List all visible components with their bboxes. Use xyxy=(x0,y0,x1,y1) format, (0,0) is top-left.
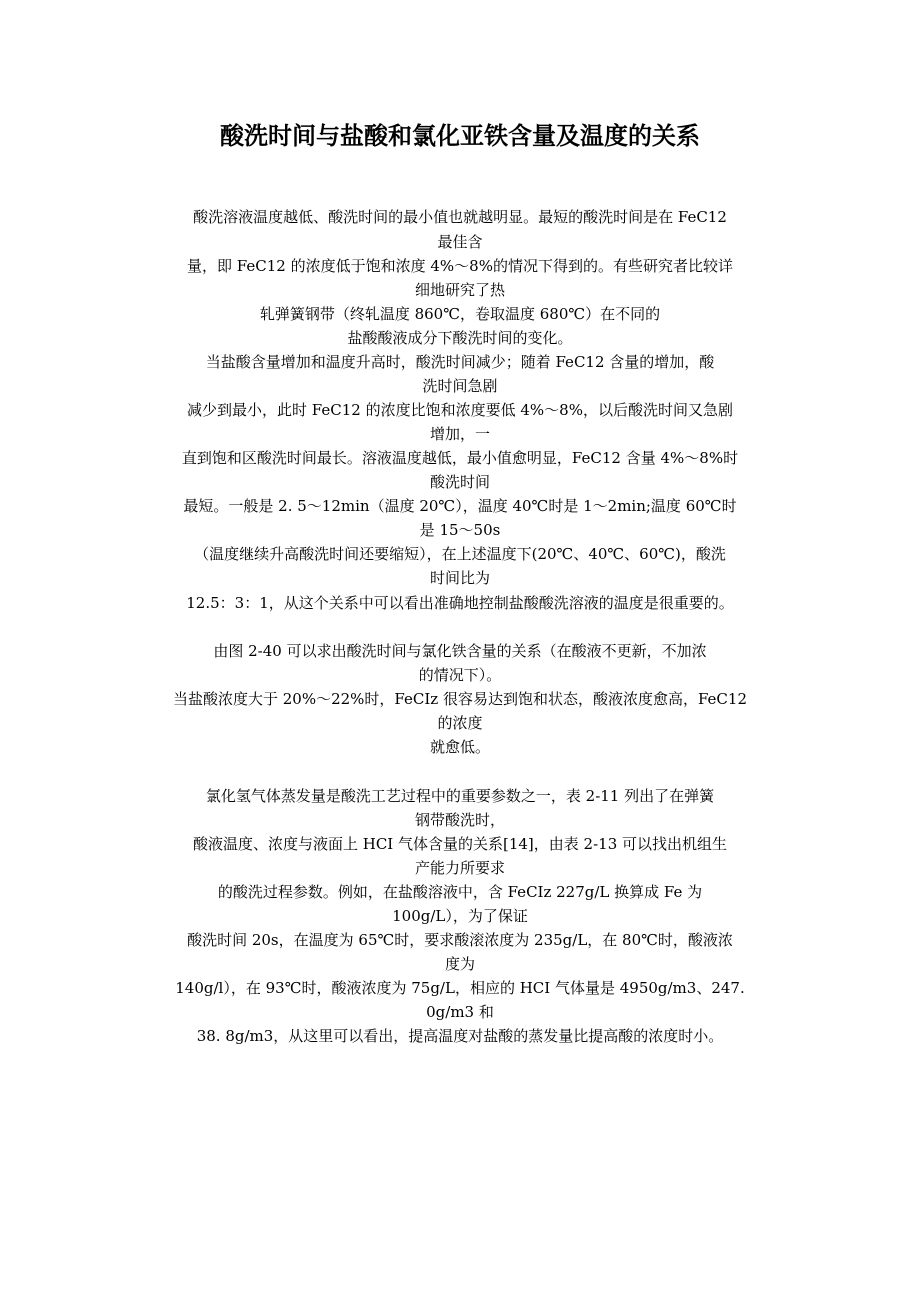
text-line: 12.5：3：1，从这个关系中可以看出准确地控制盐酸酸洗溶液的温度是很重要的。 xyxy=(186,594,734,612)
text-line: 0g/m3 和 xyxy=(426,1003,494,1021)
text-line: 就愈低。 xyxy=(429,738,490,756)
text-line: 洗时间急剧 xyxy=(422,377,498,395)
text-line: 度为 xyxy=(444,955,475,973)
text-line: 盐酸酸液成分下酸洗时间的变化。 xyxy=(347,329,573,347)
text-line: 量，即 FeC12 的浓度低于饱和浓度 4%～8%的情况下得到的。有些研究者比较详 xyxy=(187,257,733,275)
text-line: 酸洗时间 xyxy=(429,473,490,491)
text-line: 当盐酸含量增加和温度升高时，酸洗时间减少；随着 FeC12 含量的增加，酸 xyxy=(205,353,715,371)
text-line: 酸洗时间 20s，在温度为 65℃时，要求酸滚浓度为 235g/L，在 80℃时，酸液浓 xyxy=(187,931,733,949)
text-line: 140g/l），在 93℃时，酸液浓度为 75g/L，相应的 HCI 气体量是 4950g/m3、247. xyxy=(175,979,745,997)
text-line: 时间比为 xyxy=(429,569,490,587)
text-line: 产能力所要求 xyxy=(414,859,505,877)
text-line: 38. 8g/m3，从这里可以看出，提高温度对盐酸的蒸发量比提高酸的浓度时小。 xyxy=(196,1027,724,1045)
text-line: 钢带酸洗时， xyxy=(414,811,505,829)
text-line: 减少到最小，此时 FeC12 的浓度比饱和浓度要低 4%～8%，以后酸洗时间又急剧 xyxy=(187,401,733,419)
text-line: 氯化氢气体蒸发量是酸洗工艺过程中的重要参数之一，表 2-11 列出了在弹簧 xyxy=(205,787,715,805)
text-line: 最短。一般是 2. 5～12min（温度 20℃），温度 40℃时是 1～2min;温度 60℃时 xyxy=(183,497,737,515)
text-line: 直到饱和区酸洗时间最长。溶液温度越低，最小值愈明显，FeC12 含量 4%～8%时 xyxy=(181,449,739,467)
text-line: 的情况下）。 xyxy=(418,666,502,684)
text-line: 轧弹簧钢带（终轧温度 860℃，卷取温度 680℃）在不同的 xyxy=(259,305,661,323)
text-line: 的浓度 xyxy=(437,714,483,732)
text-line: 最佳含 xyxy=(437,233,483,251)
text-line: 酸洗溶液温度越低、酸洗时间的最小值也就越明显。最短的酸洗时间是在 FeC12 xyxy=(193,208,727,226)
text-line: （温度继续升高酸洗时间还要缩短），在上述温度下(20℃、40℃、60℃)，酸洗 xyxy=(194,545,726,563)
text-line: 的酸洗过程参数。例如，在盐酸溶液中，含 FeCIz 227g/L 换算成 Fe 为 xyxy=(217,883,703,901)
text-line: 增加，一 xyxy=(429,425,490,443)
page-title: 酸洗时间与盐酸和氯化亚铁含量及温度的关系 xyxy=(220,122,700,150)
text-line: 100g/L），为了保证 xyxy=(392,907,528,925)
text-line: 细地研究了热 xyxy=(414,281,505,299)
text-line: 酸液温度、浓度与液面上 HCI 气体含量的关系[14]，由表 2-13 可以找出机组生 xyxy=(192,835,728,853)
text-line: 当盐酸浓度大于 20%～22%时，FeCIz 很容易达到饱和状态，酸液浓度愈高，FeC12 xyxy=(172,690,748,708)
text-line: 是 15～50s xyxy=(419,521,501,539)
text-line: 由图 2-40 可以求出酸洗时间与氯化铁含量的关系（在酸液不更新，不加浓 xyxy=(213,642,707,660)
